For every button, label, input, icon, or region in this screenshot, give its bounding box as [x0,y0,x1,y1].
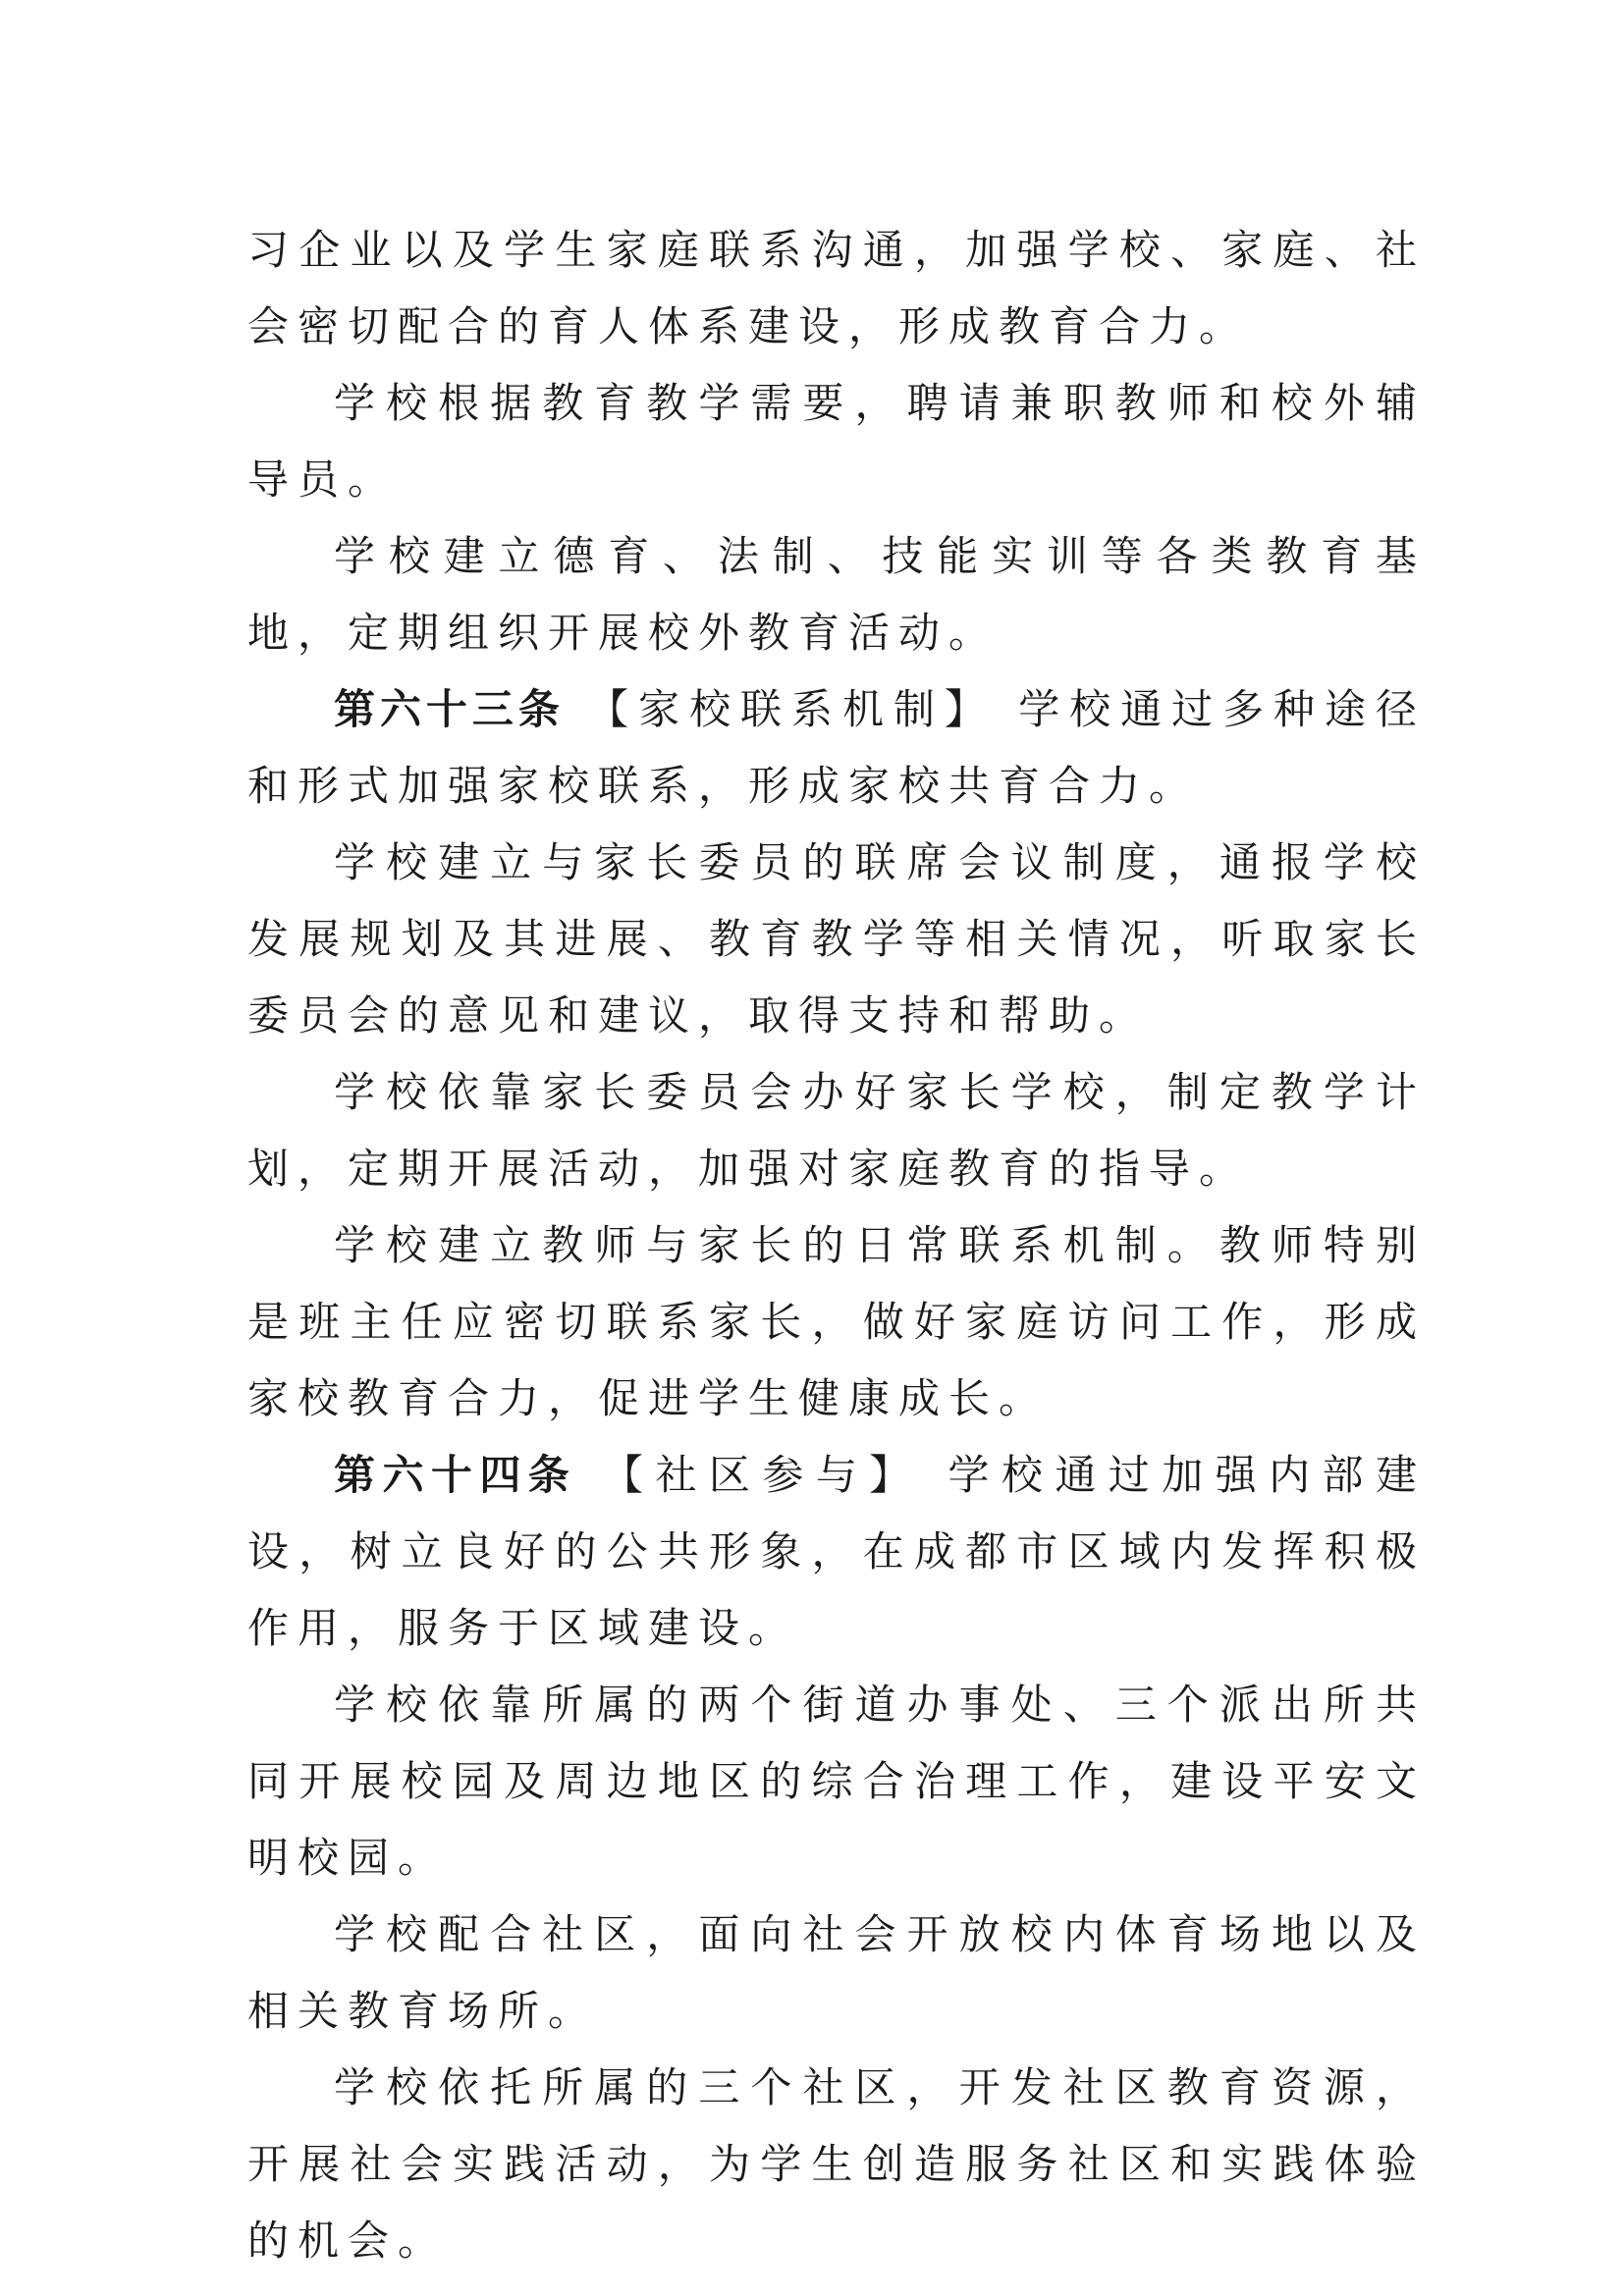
paragraph-text: 学校建立德育、法制、技能实训等各类教育基地，定期组织开展校外教育活动。 [247,532,1426,657]
paragraph-text: 学校通过加强内部建设，树立良好的公共形象，在成都市区域内发挥积极作用，服务于区域建设。 [247,1451,1426,1652]
paragraph [247,1667,1426,1896]
article-64 [247,1437,1426,1667]
article-63 [247,671,1426,825]
paragraph [247,1207,1426,1437]
paragraph-text: 学校依靠所属的两个街道办事处、三个派出所共同开展校园及周边地区的综合治理工作，建设平安文明校园。 [247,1681,1426,1882]
paragraph-text: 学校依托所属的三个社区，开发社区教育资源，开展社会实践活动，为学生创造服务社区和实践体验的机会。 [247,2063,1426,2265]
document-page [247,212,1426,2279]
article-number: 第六十三条 [334,685,565,733]
paragraph [247,2050,1426,2279]
paragraph-text: 学校配合社区，面向社会开放校内体育场地以及相关教育场所。 [247,1910,1426,2035]
paragraph-text: 习企业以及学生家庭联系沟通，加强学校、家庭、社会密切配合的育人体系建设，形成教育合力。 [247,226,1426,350]
paragraph-continuation [247,212,1426,365]
paragraph [247,1896,1426,2050]
paragraph [247,365,1426,518]
article-number: 第六十四条 [334,1451,577,1499]
article-heading: 【社区参与】 [602,1451,923,1499]
paragraph-text: 学校根据教育教学需要，聘请兼职教师和校外辅导员。 [247,379,1426,504]
article-heading: 【家校联系机制】 [587,685,996,733]
paragraph [247,518,1426,671]
paragraph-text: 学校依靠家长委员会办好家长学校，制定教学计划，定期开展活动，加强对家庭教育的指导。 [247,1068,1426,1193]
paragraph-text: 学校建立教师与家长的日常联系机制。教师特别是班主任应密切联系家长，做好家庭访问工作，形成家校教育合力，促进学生健康成长。 [247,1221,1426,1422]
paragraph [247,1054,1426,1207]
paragraph-text: 学校通过多种途径和形式加强家校联系，形成家校共育合力。 [247,685,1426,810]
paragraph [247,825,1426,1054]
paragraph-text: 学校建立与家长委员的联席会议制度，通报学校发展规划及其进展、教育教学等相关情况，听取家长委员会的意见和建议，取得支持和帮助。 [247,838,1426,1040]
